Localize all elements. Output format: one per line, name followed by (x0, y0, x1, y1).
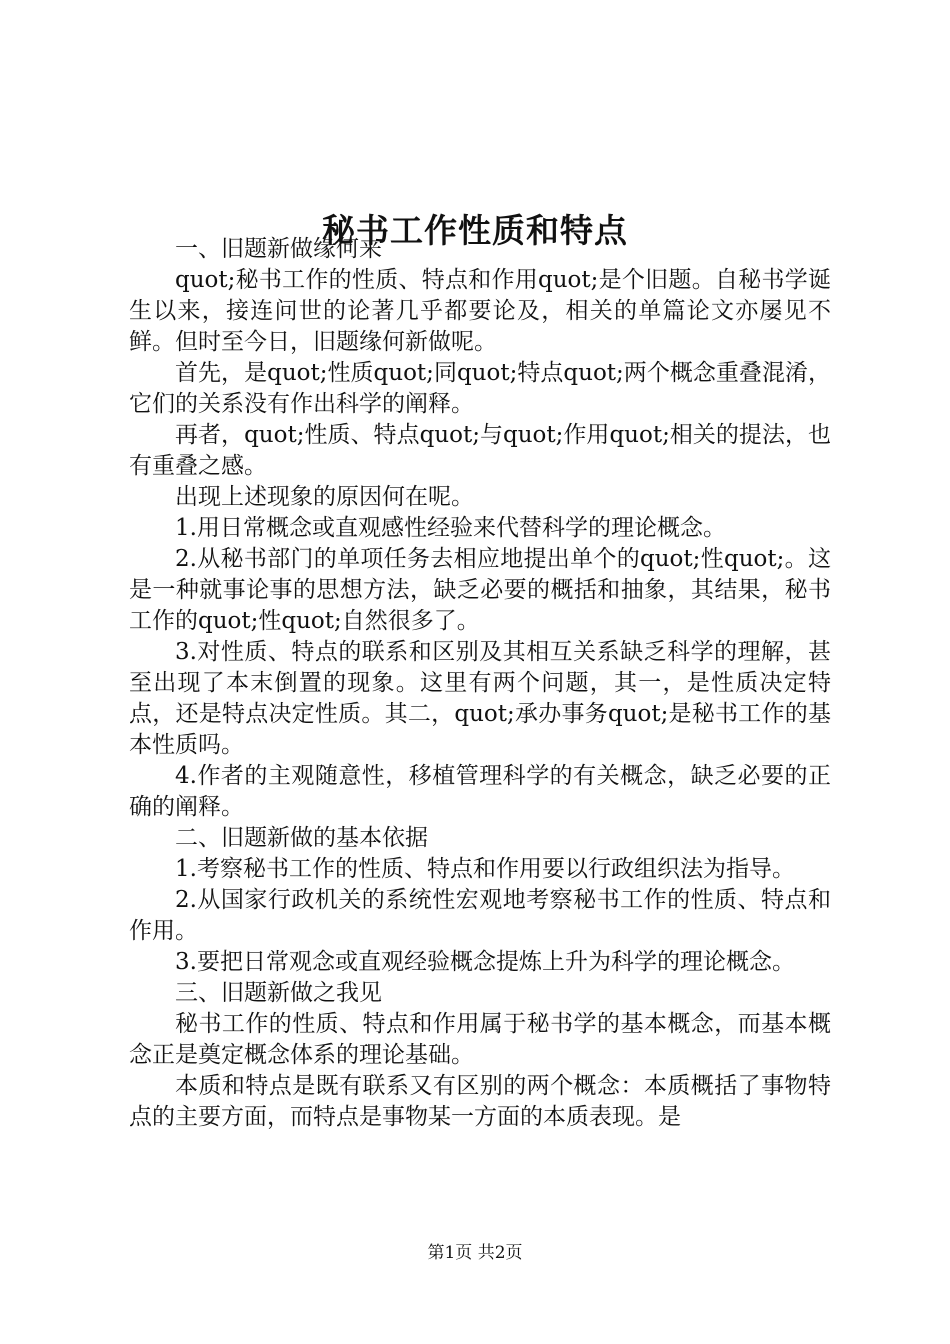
paragraph: 秘书工作的性质、特点和作用属于秘书学的基本概念，而基本概念正是奠定概念体系的理论基础。 (129, 1011, 831, 1068)
paragraph: 再者，quot;性质、特点quot;与quot;作用quot;相关的提法，也有重叠之感。 (129, 422, 831, 479)
list-item: 1.考察秘书工作的性质、特点和作用要以行政组织法为指导。 (175, 856, 795, 882)
section-heading-3: 三、旧题新做之我见 (175, 980, 382, 1006)
paragraph: quot;秘书工作的性质、特点和作用quot;是个旧题。自秘书学诞生以来，接连问世的论著几乎都要论及，相关的单篇论文亦屡见不鲜。但时至今日，旧题缘何新做呢。 (129, 267, 831, 355)
list-item: 2.从秘书部门的单项任务去相应地提出单个的quot;性quot;。这是一种就事论事的思想方法，缺乏必要的概括和抽象，其结果，秘书工作的quot;性quot;自然很多了。 (129, 546, 831, 634)
section-heading-1: 一、旧题新做缘何来 (175, 236, 382, 262)
list-item: 2.从国家行政机关的系统性宏观地考察秘书工作的性质、特点和作用。 (129, 887, 831, 944)
paragraph: 首先，是quot;性质quot;同quot;特点quot;两个概念重叠混淆，它们的关系没有作出科学的阐释。 (129, 360, 831, 417)
document-title: 秘书工作性质和特点 (322, 211, 628, 251)
document-body (129, 234, 831, 1133)
paragraph: 出现上述现象的原因何在呢。 (175, 484, 474, 510)
section-heading-2: 二、旧题新做的基本依据 (175, 825, 428, 851)
list-item: 3.对性质、特点的联系和区别及其相互关系缺乏科学的理解，甚至出现了本末倒置的现象。这里有两个问题，其一，是性质决定特点，还是特点决定性质。其二，quot;承办事务quot;是秘书工作的基本性质吗。 (129, 639, 831, 758)
list-item: 1.用日常概念或直观感性经验来代替科学的理论概念。 (175, 515, 726, 541)
page-footer: 第1页 共2页 (427, 1243, 523, 1263)
paragraph: 本质和特点是既有联系又有区别的两个概念：本质概括了事物特点的主要方面，而特点是事物某一方面的本质表现。是 (129, 1073, 831, 1130)
list-item: 3.要把日常观念或直观经验概念提炼上升为科学的理论概念。 (175, 949, 795, 975)
list-item: 4.作者的主观随意性，移植管理科学的有关概念，缺乏必要的正确的阐释。 (129, 763, 831, 820)
